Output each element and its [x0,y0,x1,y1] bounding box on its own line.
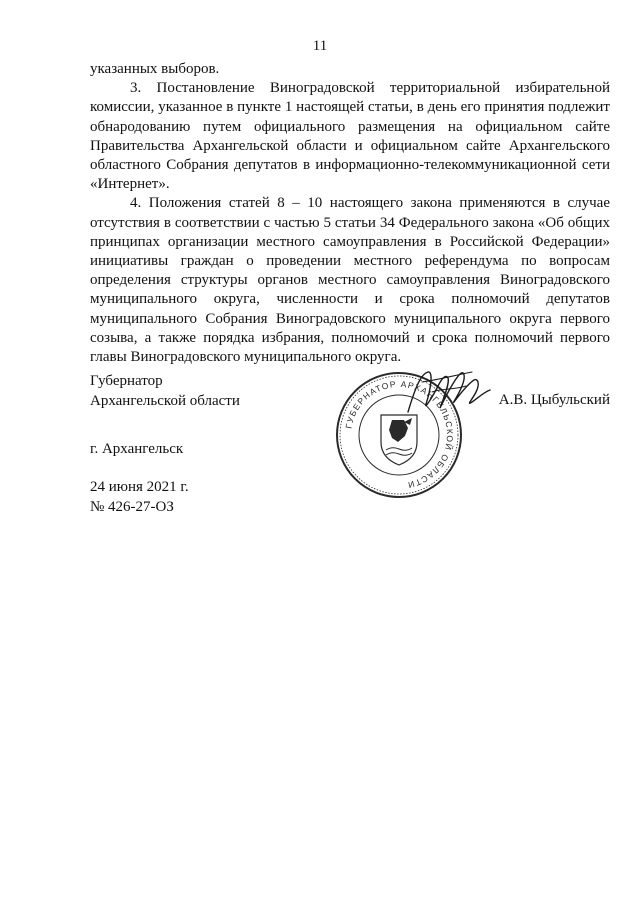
document-body [90,60,610,367]
signing-date: 24 июня 2021 г. [90,479,189,495]
handwritten-signature [402,362,498,424]
place-of-signing: г. Архангельск [90,441,184,457]
paragraph-item-4: 4. Положения статей 8 – 10 настоящего закона применяются в случае отсутствия в соответствии с частью 5 статьи 34 Федерального закона «Об общих принципах организации местного самоуправления в Российской Федерации» инициативы граждан о проведении местного референдума по вопросам определения структуры органов местного самоуправления Виноградовского муниципального округа, численности и срока полномочий депутатов муниципального Собрания Виноградовского муниципального округа первого созыва, а также порядка избрания, полномочий и срока полномочий первого главы Виноградовского муниципального округа. [90,195,610,366]
signatory-title-line1: Губернатор [90,373,163,389]
seal-text: ГУБЕРНАТОР АРХАНГЕЛЬСКОЙ ОБЛАСТИ [343,378,456,491]
paragraph-continuation: указанных выборов. [90,61,220,77]
signatory-name: А.В. Цыбульский [498,392,610,408]
signatory-title [90,372,240,411]
paragraph-item-3: 3. Постановление Виноградовской территориальной избирательной комиссии, указанное в пункте 1 настоящей статьи, в день его принятия подлежит обнародованию путем официального размещения на официальном сайте Правительства Архангельской области и официальном сайте Архангельского областного Собрания депутатов в информационно-телекоммуникационной сети «Интернет». [90,80,610,193]
law-number: № 426-27-ОЗ [90,498,174,515]
signatory-title-line2: Архангельской области [90,392,240,409]
date-and-number [90,478,189,517]
page-number: 11 [312,38,328,54]
